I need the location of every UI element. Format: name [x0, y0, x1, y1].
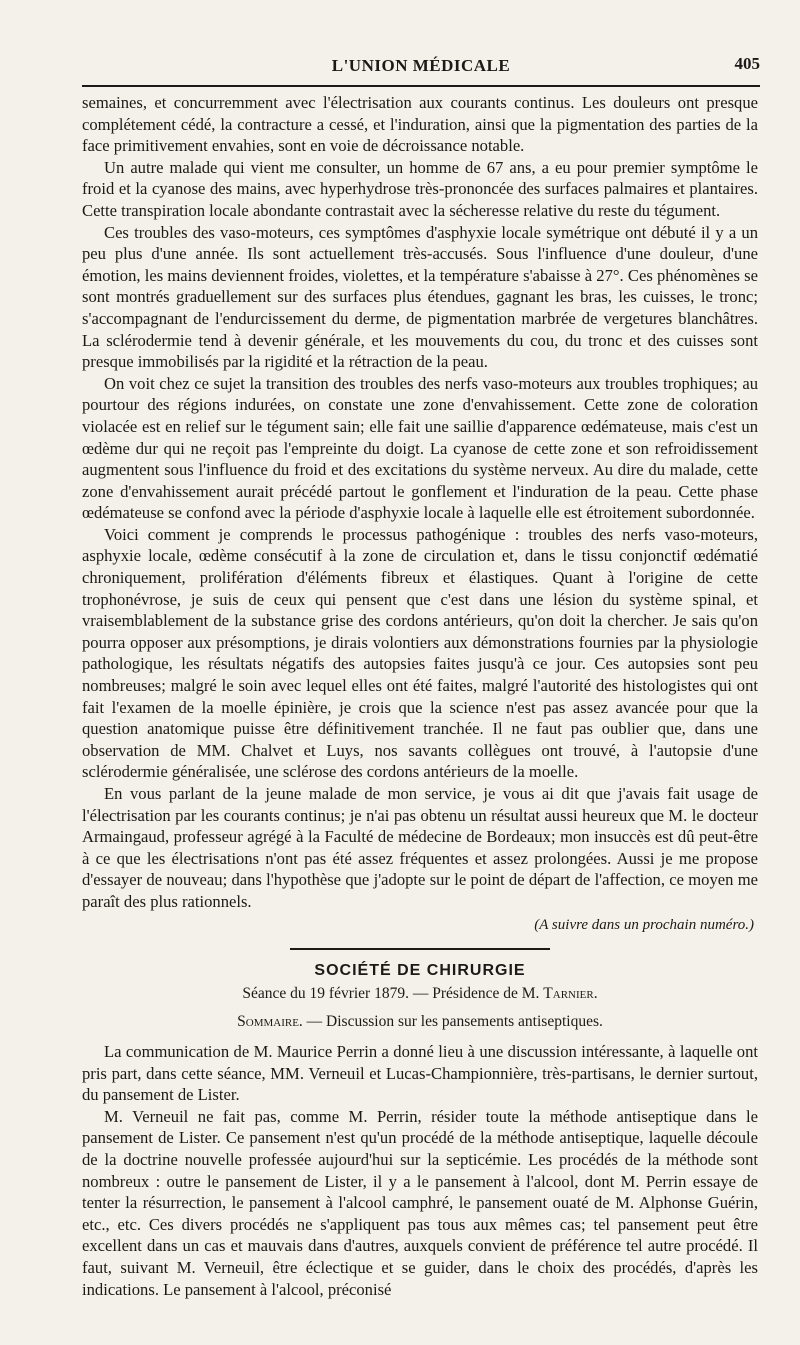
header-rule: [82, 85, 760, 87]
paragraph: Voici comment je comprends le processus pathogénique : troubles des nerfs vaso-moteurs, asphyxie locale, œdème consécutif à la zone de circulation et, dans le tissu conjonctif œdématié chroniquement, prolifération d'éléments fibreux et élastiques. Quant à l'origine de cette trophonévrose, je suis de ceux qui pensent que c'est dans une lésion du système spinal, et vraisemblablement de la substance grise des cordons antérieurs, qu'on doit la chercher. Je sais qu'on pourra opposer aux présomptions, je dirais volontiers aux démonstrations fournies par la physiologie pathologique, les résultats négatifs des autopsies faites jusqu'à ce jour. Ces autopsies sont peu nombreuses; malgré le soin avec lequel elles ont été faites, malgré l'autorité des histologistes qui ont fait l'examen de la moelle épinière, je crois que la science n'est pas assez avancée pour que la question anatomique puisse être définitivement tranchée. Il ne faut pas oublier que, dans une observation de MM. Chalvet et Luys, nos savants collègues ont trouvé, à l'autopsie d'une sclérodermie généralisée, une sclérose des cordons antérieurs de la moelle.: [82, 524, 758, 782]
section-divider: [290, 948, 550, 950]
section-title: SOCIÉTÉ DE CHIRURGIE: [314, 962, 526, 979]
summary-label: Sommaire.: [237, 1013, 303, 1030]
paragraph: On voit chez ce sujet la transition des troubles des nerfs vaso-moteurs aux troubles trophiques; au pourtour des régions indurées, on constate une zone d'envahissement. Cette zone de coloration violacée est en relief sur le tégument sain; elle fait une saillie d'apparence œdémateuse, mais c'est un œdème dur qui ne reçoit pas l'empreinte du doigt. La cyanose de cette zone et son refroidissement augmentent sous l'influence du froid et des excitations du système nerveux. Au dire du malade, cette zone d'envahissement aurait précédé partout le gonflement et l'induration de la peau. Cette phase œdémateuse se confond avec la période d'asphyxie locale à laquelle elle est étroitement subordonnée.: [82, 373, 758, 523]
page-number: 405: [734, 54, 760, 73]
paragraph: Ces troubles des vaso-moteurs, ces symptômes d'asphyxie locale symétrique ont débuté il y a un peu plus d'une année. Ils sont actuellement très-accusés. Sous l'influence d'une douleur, d'une émotion, les mains deviennent froides, violettes, et la température s'abaisse à 27°. Ces phénomènes se sont montrés graduellement sur des surfaces plus étendues, gagnant les bras, les cuisses, le tronc; s'accompagnant de l'endurcissement du derme, de pigmentation marbrée de vergetures blanchâtres. La sclérodermie tend à devenir générale, et les mouvements du cou, du tronc et des cuisses sont presque immobilisés par la rigidité et la rétraction de la peau.: [82, 222, 758, 372]
paragraph: semaines, et concurremment avec l'électrisation aux courants continus. Les douleurs ont presque complétement cédé, la contracture a cessé, et l'induration, ainsi que la pigmentation des parties de la face primitivement envahies, sont en voie de décroissance notable.: [82, 93, 758, 156]
society-section: [82, 948, 758, 1300]
section-body: [82, 1041, 758, 1300]
session-president: Tarnier.: [543, 985, 598, 1002]
paragraph: La communication de M. Maurice Perrin a donné lieu à une discussion intéressante, à laquelle ont pris part, dans cette séance, MM. Verneuil et Lucas-Championnière, très-partisans, le dernier surtout, du pansement de Lister.: [82, 1042, 758, 1105]
summary-text: — Discussion sur les pansements antiseptiques.: [306, 1013, 603, 1030]
paragraph: M. Verneuil ne fait pas, comme M. Perrin, résider toute la méthode antiseptique dans le pansement de Lister. Ce pansement n'est qu'un procédé de la méthode antiseptique, laquelle découle de la doctrine nouvelle professée aujourd'hui sur la septicémie. Les procédés de la méthode sont nombreux : outre le pansement de Lister, il y a le pansement à l'alcool, dont M. Perrin essaye de tenter la résurrection, le pansement à l'alcool camphré, le pansement ouaté de M. Alphonse Guérin, etc., etc. Ces divers procédés ne s'appliquent pas tous aux mêmes cas; tel pansement peut être excellent dans un cas et mauvais dans d'autres, auxquels convient de préférence tel autre procédé. Il faut, suivant M. Verneuil, être éclectique et se guider, dans le choix des procédés, d'après les indications. Le pansement à l'alcool, préconisé: [82, 1106, 758, 1299]
paragraph: En vous parlant de la jeune malade de mon service, je vous ai dit que j'avais fait usage de l'électrisation par les courants continus; je n'ai pas obtenu un résultat aussi heureux que M. le docteur Armaingaud, professeur agrégé à la Faculté de médecine de Bordeaux; mon insuccès est dû peut-être à ce que les électrisations n'ont pas été assez fréquentes et assez prolongées. Aussi je me propose d'essayer de nouveau; dans l'hypothèse que j'adopte sur le point de départ de l'affection, ce moyen me paraît des plus rationnels.: [82, 784, 758, 911]
paragraph: Un autre malade qui vient me consulter, un homme de 67 ans, a eu pour premier symptôme le froid et la cyanose des mains, avec hyperhydrose très-prononcée des surfaces palmaires et plantaires. Cette transpiration locale abondante contrastait avec la sécheresse relative du reste du tégument.: [82, 157, 758, 220]
page-header: [82, 48, 760, 88]
running-title: L'UNION MÉDICALE: [331, 56, 511, 75]
session-date: Séance du 19 février 1879. — Présidence de M.: [242, 985, 540, 1002]
summary-line: [82, 1013, 758, 1031]
continuation-note: (A suivre dans un prochain numéro.): [534, 916, 754, 933]
article-body: [82, 92, 758, 936]
session-line: [82, 985, 758, 1003]
